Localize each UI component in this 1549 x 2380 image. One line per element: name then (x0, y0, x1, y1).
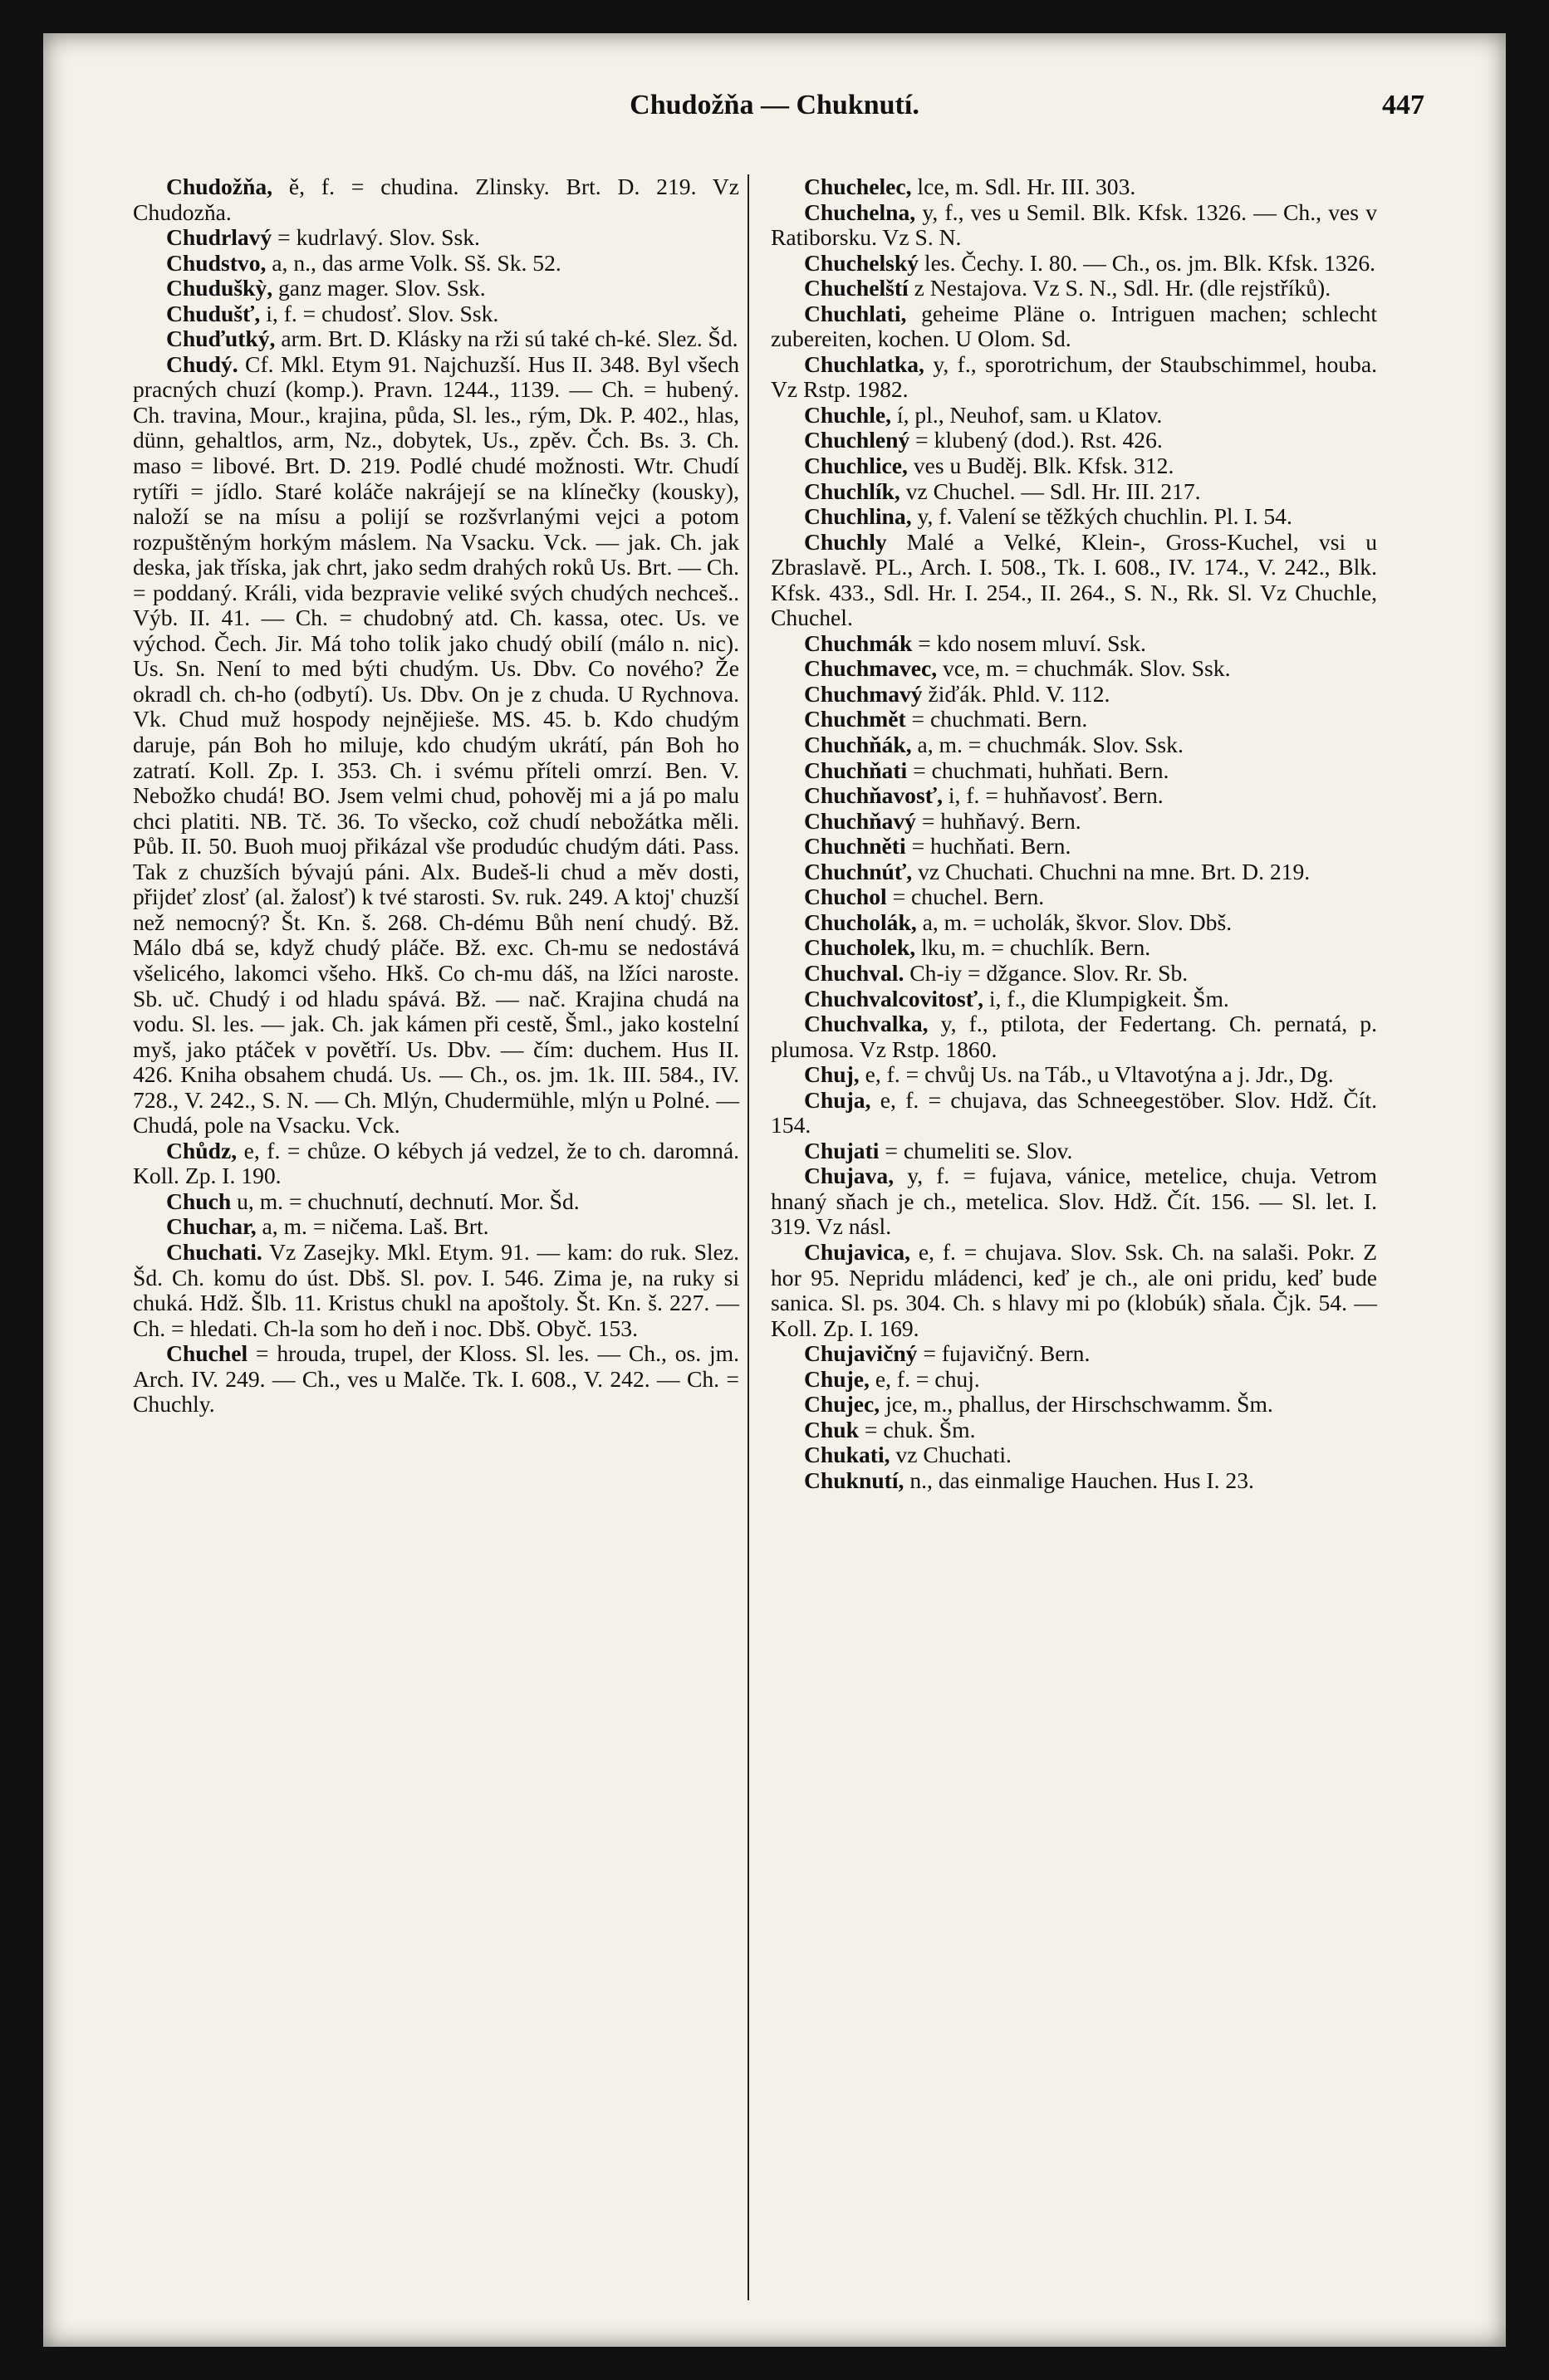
entry-definition: e, f. = chuj. (869, 1365, 980, 1392)
dictionary-entry (771, 1011, 1377, 1062)
dictionary-entry (771, 1240, 1377, 1341)
entry-headword: Chůdz, (166, 1137, 238, 1163)
dictionary-entry (771, 910, 1377, 936)
dictionary-entry (771, 1392, 1377, 1418)
entry-definition: y, f., ves u Semil. Blk. Kfsk. 1326. — Ch., ves v Ratiborsku. Vz S. N. (771, 198, 1377, 251)
entry-definition: e, f. = chůze. O kébych já vedzel, že to ch. daromná. Koll. Zp. I. 190. (133, 1137, 739, 1189)
dictionary-entry (133, 225, 739, 251)
dictionary-entry (771, 1367, 1377, 1393)
entry-headword: Chujec, (804, 1391, 880, 1418)
entry-headword: Chuchňavý (804, 807, 916, 834)
dictionary-entry (771, 707, 1377, 732)
entry-definition: a, n., das arme Volk. Sš. Sk. 52. (266, 249, 561, 276)
entry-headword: Chuchňavosť, (804, 782, 943, 809)
entry-headword: Chuchly (804, 528, 887, 555)
entry-headword: Chuchmavý (804, 680, 923, 707)
entry-headword: Chudý. (166, 350, 238, 377)
entry-definition: arm. Brt. D. Klásky na rži sú také ch-ké. Slez. Šd. (275, 326, 738, 352)
entry-definition: e, f. = chujava, das Schneegestöber. Slov. Hdž. Čít. 154. (771, 1086, 1377, 1139)
dictionary-entry (771, 301, 1377, 352)
left-column (133, 174, 739, 1418)
entry-definition: y, f., sporotrichum, der Staubschimmel, houba. Vz Rstp. 1982. (771, 350, 1377, 403)
dictionary-entry (771, 732, 1377, 758)
entry-headword: Chuchelský (804, 249, 919, 276)
dictionary-entry (771, 174, 1377, 200)
running-title: Chudožňa — Chuknutí. (630, 90, 919, 120)
entry-definition: ves u Buděj. Blk. Kfsk. 312. (907, 453, 1174, 479)
entry-headword: Chuchlatka, (804, 350, 924, 377)
entry-definition: Cf. Mkl. Etym 91. Najchuzší. Hus II. 348. Byl všech pracných chuzí (komp.). Pravn. 1244., 1139. — Ch. = hubený. Ch. travina, Mour., krajina, půda, Sl. les., rým, Dk. P. 402., hlas, dünn, gehaltlos, arm, Nz., dobytek, Us., zpěv. Čch. Bs. 3. Ch. maso = libové. Brt. D. 219. Podlé chudé možnosti. Wtr. Chudí rytíři = jídlo. Staré koláče nakrájejí se na klínečky (kousky), naloží se na mísu a polijí se rozšvrlanými vejci a potom rozpuštěným horkým máslem. Na Vsacku. Vck. — jak. Ch. jak deska, jak tříska, jak chrt, jako sedm drahých roků Us. Brt. — Ch. = poddaný. Králi, vida bezpravie veliké svých chudých nechceš.. Výb. II. 41. — Ch. = chudobný atd. Ch. kassa, otec. Us. ve východ. Čech. Jir. Má toho tolik jako chudý obilí (málo n. nic). Us. Sn. Není to med býti chudým. Us. Dbv. Co nového? Že okradl ch. ch-ho (odbytí). Us. Dbv. On je z chuda. U Rychnova. Vk. Chud muž hospody nejnějieše. MS. 45. b. Kdo chudým daruje, pán Boh ho miluje, kdo chudým ukrátí, pán Boh ho zatratí. Koll. Zp. I. 353. Ch. i svému příteli omrzí. Ben. V. Nebožko chudá! BO. Jsem velmi chud, pohověj mi a já po malu chci platiti. NB. Tč. 36. To všecko, což chudí nebožátka měli. Půb. II. 50. Buoh muoj přikázal vše produdúc chudým dáti. Pass. Tak z chuzších bývajú páni. Alx. Budeš-li chud a měv dosti, přijdeť zlosť (al. žalosť) k tvé starosti. Sv. ruk. 249. A ktoj' chuzší než nemocný? Št. Kn. š. 268. Ch-dému Bůh není chudý. Bž. Málo dbá se, když chudý pláče. Bž. exc. Ch-mu se nedostává všelicého, lakomci všeho. Hkš. Co ch-mu dáš, na lžíci naroste. Sb. uč. Chudý i od hladu spává. Bž. — nač. Krajina chudá na vodu. Sl. les. — jak. Ch. jak kámen při cestě, Šml., jako kostelní myš, jako ptáček v povětří. Us. Dbv. — čím: duchem. Hus II. 426. Kniha obsahem chudá. Us. — Ch., os. jm. 1k. III. 584., IV. 728., V. 242., S. N. — Ch. Mlýn, Chudermühle, mlýn u Polné. — Chudá, pole na Vsacku. Vck. (133, 350, 739, 1139)
entry-definition: = hrouda, trupel, der Kloss. Sl. les. — Ch., os. jm. Arch. IV. 249. — Ch., ves u Malče. Tk. I. 608., V. 242. — Ch. = Chuchly. (133, 1340, 739, 1418)
dictionary-entry (133, 326, 739, 352)
entry-definition: Vz Zasejky. Mkl. Etym. 91. — kam: do ruk. Slez. Šd. Ch. komu do úst. Dbš. Sl. pov. I. 546. Zima je, na ruky si chuká. Hdž. Šlb. 11. Kristus chukl na apoštoly. Št. Kn. š. 227. — Ch. = hledati. Ch-la som ho deň i noc. Dbš. Obyč. 153. (133, 1238, 739, 1341)
entry-headword: Chuchlina, (804, 503, 912, 530)
dictionary-entry (771, 504, 1377, 530)
dictionary-entry (771, 656, 1377, 682)
entry-definition: i, f. = huhňavosť. Bern. (942, 782, 1164, 809)
entry-headword: Chuchlice, (804, 453, 908, 479)
entry-headword: Chujavica, (804, 1238, 911, 1265)
dictionary-entry (771, 809, 1377, 835)
dictionary-entry (771, 1468, 1377, 1494)
entry-definition: = kudrlavý. Slov. Ssk. (272, 224, 480, 251)
dictionary-entry (771, 1139, 1377, 1164)
entry-headword: Chuchle, (804, 401, 892, 428)
entry-headword: Chuknutí, (804, 1467, 904, 1493)
entry-definition: i, f., die Klumpigkeit. Šm. (983, 985, 1229, 1011)
entry-definition: = chuk. Šm. (858, 1416, 976, 1442)
entry-definition: = huchňati. Bern. (905, 833, 1071, 859)
entry-definition: n., das einmalige Hauchen. Hus I. 23. (904, 1467, 1254, 1493)
dictionary-entry (771, 403, 1377, 428)
dictionary-entry (133, 251, 739, 277)
entry-headword: Chuchati. (166, 1238, 262, 1265)
dictionary-entry (771, 479, 1377, 505)
entry-headword: Chuchlený (804, 427, 910, 453)
entry-headword: Chujava, (804, 1163, 895, 1189)
dictionary-entry (771, 859, 1377, 885)
dictionary-entry (133, 1341, 739, 1418)
entry-definition: u, m. = chuchnutí, dechnutí. Mor. Šd. (231, 1188, 580, 1214)
entry-definition: e, f. = chujava. Slov. Ssk. Ch. na salaši. Pokr. Z hor 95. Nepridu mládenci, keď je ch., ale oni pridu, keď bude sanica. Sl. ps. 304. Ch. s hlavy mi po (klobúk) sňala. Čjk. 54. — Koll. Zp. I. 169. (771, 1238, 1377, 1341)
entry-headword: Chuchvalka, (804, 1011, 929, 1037)
entry-definition: vz Chuchel. — Sdl. Hr. III. 217. (899, 477, 1201, 504)
dictionary-entry (771, 276, 1377, 301)
entry-headword: Chuchmět (804, 706, 906, 732)
dictionary-entry (771, 530, 1377, 631)
entry-definition: = chuchmati. Bern. (905, 706, 1088, 732)
dictionary-entry (771, 200, 1377, 251)
entry-definition: y, f., ptilota, der Federtang. Ch. pernatá, p. plumosa. Vz Rstp. 1860. (771, 1011, 1377, 1062)
entry-headword: Chudušť, (166, 300, 261, 326)
entry-definition: a, m. = ucholák, škvor. Slov. Dbš. (916, 908, 1233, 935)
entry-headword: Chuduškỳ, (166, 275, 273, 301)
entry-definition: í, pl., Neuhof, sam. u Klatov. (891, 401, 1163, 428)
dictionary-entry (771, 428, 1377, 453)
entry-definition: lce, m. Sdl. Hr. III. 303. (911, 174, 1136, 199)
entry-headword: Chuj, (804, 1061, 860, 1088)
entry-definition: = chuchmati, huhňati. Bern. (907, 757, 1169, 783)
dictionary-entry (133, 174, 739, 225)
page-number: 447 (1382, 90, 1424, 120)
entry-headword: Chuďutký, (166, 326, 276, 352)
dictionary-entry (771, 935, 1377, 961)
entry-definition: z Nestajova. Vz S. N., Sdl. Hr. (dle rejstříků). (908, 275, 1331, 301)
entry-headword: Chuchmák (804, 629, 913, 656)
entry-headword: Chuchněti (804, 833, 906, 859)
page-header (125, 90, 1424, 131)
entry-headword: Chuchelna, (804, 198, 916, 225)
dictionary-entry (771, 631, 1377, 657)
entry-definition: = kdo nosem mluví. Ssk. (912, 629, 1146, 656)
entry-headword: Chudožňa, (166, 174, 273, 199)
dictionary-entry (771, 682, 1377, 708)
dictionary-entry (771, 453, 1377, 479)
dictionary-entry (771, 1163, 1377, 1240)
dictionary-entry (133, 1189, 739, 1215)
entry-definition: žiďák. Phld. V. 112. (922, 680, 1110, 707)
entry-definition: vz Chuchati. (890, 1442, 1012, 1468)
entry-headword: Chuchol (804, 884, 887, 910)
entry-definition: = fujavičný. Bern. (917, 1340, 1091, 1367)
entry-definition: = chumeliti se. Slov. (879, 1137, 1073, 1163)
dictionary-entry (771, 961, 1377, 987)
dictionary-entry (771, 251, 1377, 277)
entry-headword: Chuchnúť, (804, 858, 913, 884)
dictionary-entry (771, 1442, 1377, 1468)
entry-definition: y, f. Valení se těžkých chuchlin. Pl. I. 54. (911, 503, 1292, 530)
entry-headword: Chuje, (804, 1365, 870, 1392)
dictionary-entry (771, 1418, 1377, 1443)
entry-headword: Chuja, (804, 1086, 871, 1113)
entry-definition: Malé a Velké, Klein-, Gross-Kuchel, vsi u Zbraslavě. PL., Arch. I. 508., Tk. I. 608., IV. 174., V. 242., Blk. Kfsk. 433., Sdl. Hr. I. 254., II. 264., S. N., Rk. Sl. Vz Chuchle, Chuchel. (771, 528, 1377, 631)
entry-definition: les. Čechy. I. 80. — Ch., os. jm. Blk. Kfsk. 1326. (919, 249, 1376, 276)
entry-headword: Chujavičný (804, 1340, 918, 1367)
entry-headword: Chucholák, (804, 908, 917, 935)
entry-headword: Chudstvo, (166, 249, 267, 276)
dictionary-entry (771, 783, 1377, 809)
entry-definition: ě, f. = chudina. Zlinsky. Brt. D. 219. Vz Chudozňa. (133, 174, 739, 225)
entry-headword: Chuchmavec, (804, 655, 938, 682)
entry-headword: Chuchlati, (804, 300, 907, 326)
dictionary-entry (771, 1062, 1377, 1088)
dictionary-entry (133, 352, 739, 1139)
entry-headword: Chuchlík, (804, 477, 900, 504)
dictionary-entry (771, 1341, 1377, 1367)
entry-definition: = chuchel. Bern. (886, 884, 1045, 910)
entry-headword: Chuchňati (804, 757, 908, 783)
entry-headword: Chudrlavý (166, 224, 272, 251)
column-divider (748, 174, 749, 2300)
entry-definition: = huhňavý. Bern. (915, 807, 1081, 834)
entry-definition: vce, m. = chuchmák. Slov. Ssk. (937, 655, 1231, 682)
entry-definition: a, m. = ničema. Laš. Brt. (256, 1213, 489, 1240)
entry-headword: Chuchelec, (804, 174, 912, 199)
entry-headword: Chuchar, (166, 1213, 257, 1240)
entry-definition: i, f. = chudosť. Slov. Ssk. (260, 300, 499, 326)
entry-definition: geheime Pläne o. Intriguen machen; schlecht zubereiten, kochen. U Olom. Sd. (771, 300, 1377, 352)
entry-headword: Chuchvalcovitosť, (804, 985, 983, 1011)
entry-headword: Chuchňák, (804, 732, 912, 758)
entry-headword: Chuchelští (804, 275, 909, 301)
dictionary-entry (133, 1139, 739, 1189)
dictionary-entry (771, 352, 1377, 403)
entry-headword: Chuch (166, 1188, 232, 1214)
entry-definition: ganz mager. Slov. Ssk. (272, 275, 486, 301)
dictionary-entry (771, 987, 1377, 1012)
dictionary-entry (771, 1088, 1377, 1139)
dictionary-entry (133, 1214, 739, 1240)
dictionary-entry (133, 301, 739, 327)
dictionary-entry (771, 758, 1377, 784)
entry-headword: Chucholek, (804, 934, 916, 961)
dictionary-entry (771, 834, 1377, 859)
entry-definition: jce, m., phallus, der Hirschschwamm. Šm. (880, 1391, 1273, 1418)
entry-definition: = klubený (dod.). Rst. 426. (909, 427, 1163, 453)
entry-headword: Chukati, (804, 1442, 890, 1468)
entry-definition: Ch-iy = džgance. Slov. Rr. Sb. (904, 959, 1189, 986)
entry-definition: vz Chuchati. Chuchni na mne. Brt. D. 219. (912, 858, 1311, 884)
dictionary-entry (133, 276, 739, 301)
right-column (771, 174, 1377, 1493)
dictionary-entry (133, 1240, 739, 1341)
entry-headword: Chuk (804, 1416, 859, 1442)
entry-definition: lku, m. = chuchlík. Bern. (915, 934, 1151, 961)
entry-headword: Chuchval. (804, 959, 904, 986)
dictionary-entry (771, 884, 1377, 910)
entry-headword: Chujati (804, 1137, 880, 1163)
entry-definition: a, m. = chuchmák. Slov. Ssk. (911, 732, 1184, 758)
entry-definition: e, f. = chvůj Us. na Táb., u Vltavotýna a j. Jdr., Dg. (859, 1061, 1334, 1088)
entry-headword: Chuchel (166, 1340, 248, 1367)
entry-definition: y, f. = fujava, vánice, metelice, chuja. Vetrom hnaný sňach je ch., metelica. Slov. Hdž. Čít. 156. — Sl. let. I. 319. Vz násl. (771, 1163, 1377, 1240)
